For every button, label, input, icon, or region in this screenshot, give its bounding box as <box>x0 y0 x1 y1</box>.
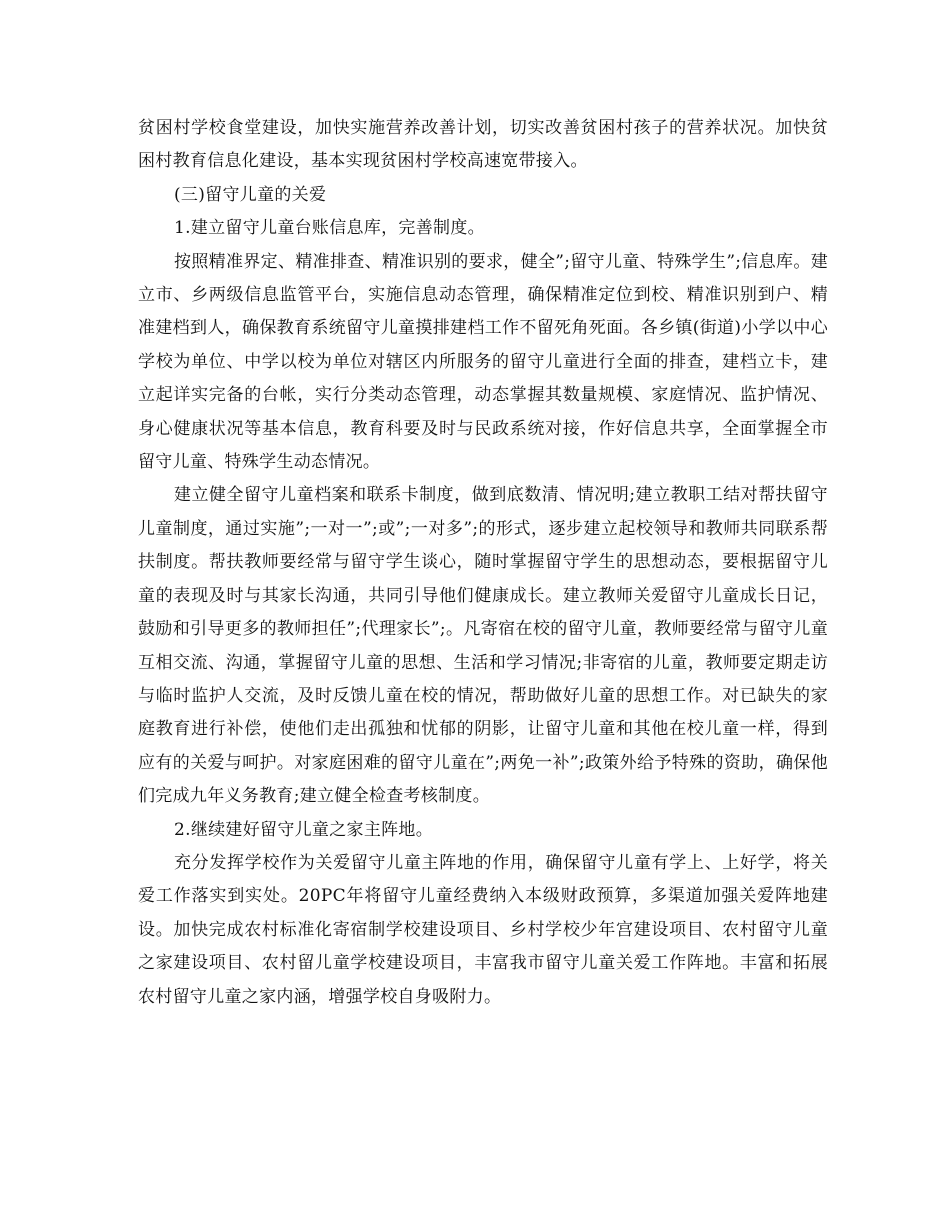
subheading-ledger-database: 1.建立留守儿童台账信息库，完善制度。 <box>174 218 485 239</box>
paragraph-7: 充分发挥学校作为关爱留守儿童主阵地的作用，确保留守儿童有学上、上好学，将关爱工作落实到实处。20PC年将留守儿童经费纳入本级财政预算，多渠道加强关爱阵地建设。加快完成农村标准化寄宿制学校建设项目、乡村学校少年宫建设项目、农村留守儿童之家建设项目、农村留儿童学校建设项目，丰富我市留守儿童关爱工作阵地。丰富和拓展农村留守儿童之家内涵，增强学校自身吸附力。 <box>138 852 828 1007</box>
paragraph-1: 贫困村学校食堂建设，加快实施营养改善计划，切实改善贫困村孩子的营养状况。加快贫困村教育信息化建设，基本实现贫困村学校高速宽带接入。 <box>138 118 828 172</box>
document-body <box>138 112 828 1014</box>
section-heading-left-behind-children: (三)留守儿童的关爱 <box>174 184 327 205</box>
paragraph-5: 建立健全留守儿童档案和联系卡制度，做到底数清、情况明;建立教职工结对帮扶留守儿童制度，通过实施”;一对一”;或”;一对多”;的形式，逐步建立起校领导和教师共同联系帮扶制度。帮扶教师要经常与留守学生谈心，随时掌握留守学生的思想动态，要根据留守儿童的表现及时与其家长沟通，共同引导他们健康成长。建立教师关爱留守儿童成长日记，鼓励和引导更多的教师担任”;代理家长”;。凡寄宿在校的留守儿童，教师要经常与留守儿童互相交流、沟通，掌握留守儿童的思想、生活和学习情况;非寄宿的儿童，教师要定期走访与临时监护人交流，及时反馈儿童在校的情况，帮助做好儿童的思想工作。对已缺失的家庭教育进行补偿，使他们走出孤独和忧郁的阴影，让留守儿童和其他在校儿童一样，得到应有的关爱与呵护。对家庭困难的留守儿童在”;两免一补”;政策外给予特殊的资助，确保他们完成九年义务教育;建立健全检查考核制度。 <box>138 485 828 807</box>
paragraph-4: 按照精准界定、精准排查、精准识别的要求，健全”;留守儿童、特殊学生”;信息库。建立市、乡两级信息监管平台，实施信息动态管理，确保精准定位到校、精准识别到户、精准建档到人，确保教育系统留守儿童摸排建档工作不留死角死面。各乡镇(街道)小学以中心学校为单位、中学以校为单位对辖区内所服务的留守儿童进行全面的排查，建档立卡，建立起详实完备的台帐，实行分类动态管理，动态掌握其数量规模、家庭情况、监护情况、身心健康状况等基本信息，教育科要及时与民政系统对接，作好信息共享，全面掌握全市留守儿童、特殊学生动态情况。 <box>138 251 828 473</box>
subheading-children-home: 2.继续建好留守儿童之家主阵地。 <box>174 819 434 840</box>
